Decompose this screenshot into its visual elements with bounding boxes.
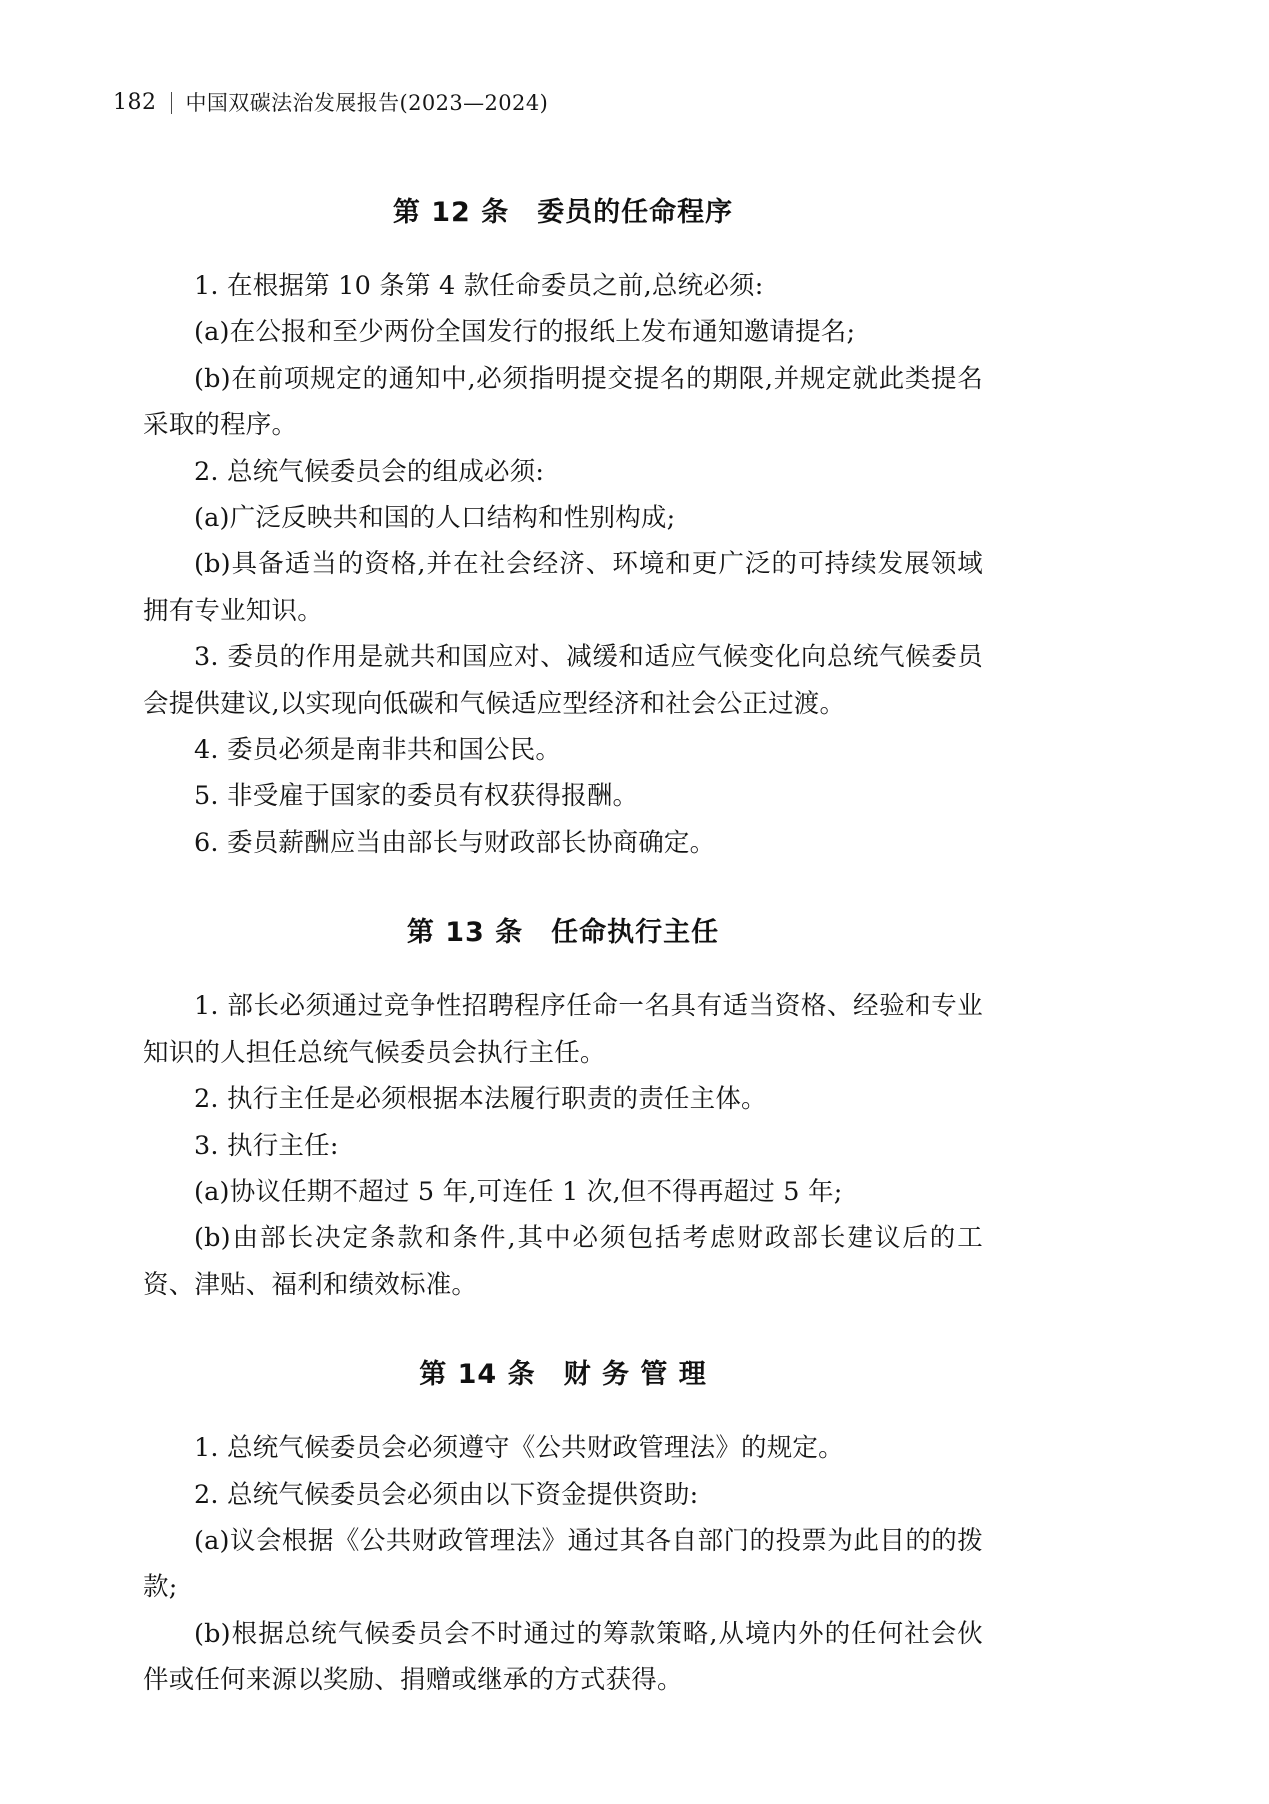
article-heading-14: 第 14 条 财 务 管 理 xyxy=(419,1359,707,1391)
paragraph: (a)议会根据《公共财政管理法》通过其各自部门的投票为此目的的拨款; xyxy=(143,1525,983,1603)
paragraph: 2. 执行主任是必须根据本法履行职责的责任主体。 xyxy=(194,1084,767,1115)
paragraph: 2. 总统气候委员会必须由以下资金提供资助: xyxy=(194,1479,699,1510)
paragraph: 3. 委员的作用是就共和国应对、减缓和适应气候变化向总统气候委员会提供建议,以实现向低碳和气候适应型经济和社会公正过渡。 xyxy=(143,642,983,719)
paragraph: 1. 部长必须通过竞争性招聘程序任命一名具有适当资格、经验和专业知识的人担任总统气候委员会执行主任。 xyxy=(143,991,983,1068)
paragraph: 3. 执行主任: xyxy=(194,1130,339,1161)
paragraph: (b)在前项规定的通知中,必须指明提交提名的期限,并规定就此类提名采取的程序。 xyxy=(143,363,983,441)
paragraph: 2. 总统气候委员会的组成必须: xyxy=(194,456,545,487)
running-head-divider xyxy=(171,92,172,114)
paragraph: 1. 总统气候委员会必须遵守《公共财政管理法》的规定。 xyxy=(194,1433,844,1464)
paragraph: (b)根据总统气候委员会不时通过的筹款策略,从境内外的任何社会伙伴或任何来源以奖励、捐赠或继承的方式获得。 xyxy=(143,1618,983,1696)
paragraph: (a)在公报和至少两份全国发行的报纸上发布通知邀请提名; xyxy=(194,317,856,348)
page-number: 182 xyxy=(113,90,157,115)
paragraph: (b)具备适当的资格,并在社会经济、环境和更广泛的可持续发展领域拥有专业知识。 xyxy=(143,549,983,626)
paragraph: 4. 委员必须是南非共和国公民。 xyxy=(194,735,562,766)
paragraph: (a)协议任期不超过 5 年,可连任 1 次,但不得再超过 5 年; xyxy=(194,1176,843,1207)
article-heading-12: 第 12 条 委员的任命程序 xyxy=(392,197,734,228)
paragraph: 6. 委员薪酬应当由部长与财政部长协商确定。 xyxy=(194,827,716,858)
paragraph: (b)由部长决定条款和条件,其中必须包括考虑财政部长建议后的工资、津贴、福利和绩效标准。 xyxy=(143,1223,983,1300)
article-heading-13: 第 13 条 任命执行主任 xyxy=(406,917,720,949)
paragraph: 1. 在根据第 10 条第 4 款任命委员之前,总统必须: xyxy=(194,271,764,301)
running-head-title: 中国双碳法治发展报告(2023—2024) xyxy=(185,90,549,115)
paragraph: 5. 非受雇于国家的委员有权获得报酬。 xyxy=(194,781,639,812)
paragraph: (a)广泛反映共和国的人口结构和性别构成; xyxy=(194,503,676,534)
running-head xyxy=(113,92,548,114)
page-body xyxy=(143,190,983,1704)
